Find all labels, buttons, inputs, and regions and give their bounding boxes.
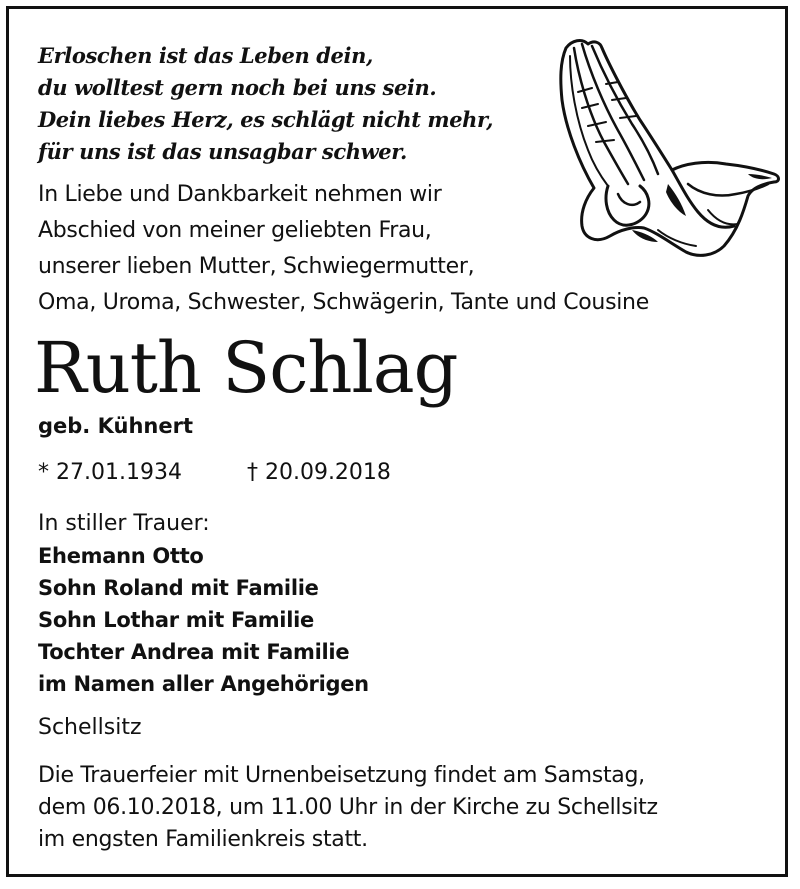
life-dates (38, 456, 391, 490)
place-name: Schellsitz (38, 715, 142, 740)
mourner-item: Sohn Lothar mit Familie (38, 608, 314, 632)
poem-line: Dein liebes Herz, es schlägt nicht mehr, (38, 107, 494, 132)
birth-date: * 27.01.1934 (38, 460, 182, 485)
mourner-item: Sohn Roland mit Familie (38, 576, 319, 600)
birth-name: geb. Kühnert (38, 414, 193, 438)
poem-line: du wolltest gern noch bei uns sein. (38, 75, 437, 100)
ceremony-text (38, 760, 658, 856)
memorial-poem (38, 40, 493, 168)
ceremony-line: Die Trauerfeier mit Urnenbeisetzung findet am Samstag, (38, 763, 645, 788)
intro-line: Oma, Uroma, Schwester, Schwägerin, Tante und Cousine (38, 290, 649, 315)
intro-line: unserer lieben Mutter, Schwiegermutter, (38, 254, 475, 279)
poem-line: für uns ist das unsagbar schwer. (38, 139, 407, 164)
poem-line: Erloschen ist das Leben dein, (38, 43, 373, 68)
mourner-item: im Namen aller Angehörigen (38, 672, 369, 696)
mourner-item: Ehemann Otto (38, 544, 204, 568)
ceremony-line: dem 06.10.2018, um 11.00 Uhr in der Kirche zu Schellsitz (38, 795, 658, 820)
intro-text (38, 177, 649, 321)
deceased-name: Ruth Schlag (34, 327, 458, 409)
intro-line: In Liebe und Dankbarkeit nehmen wir (38, 182, 442, 207)
mourners-list (38, 540, 369, 700)
ceremony-line: im engsten Familienkreis statt. (38, 827, 368, 852)
intro-line: Abschied von meiner geliebten Frau, (38, 218, 432, 243)
mourner-item: Tochter Andrea mit Familie (38, 640, 350, 664)
death-date: † 20.09.2018 (246, 460, 391, 485)
mourning-heading: In stiller Trauer: (38, 511, 210, 536)
